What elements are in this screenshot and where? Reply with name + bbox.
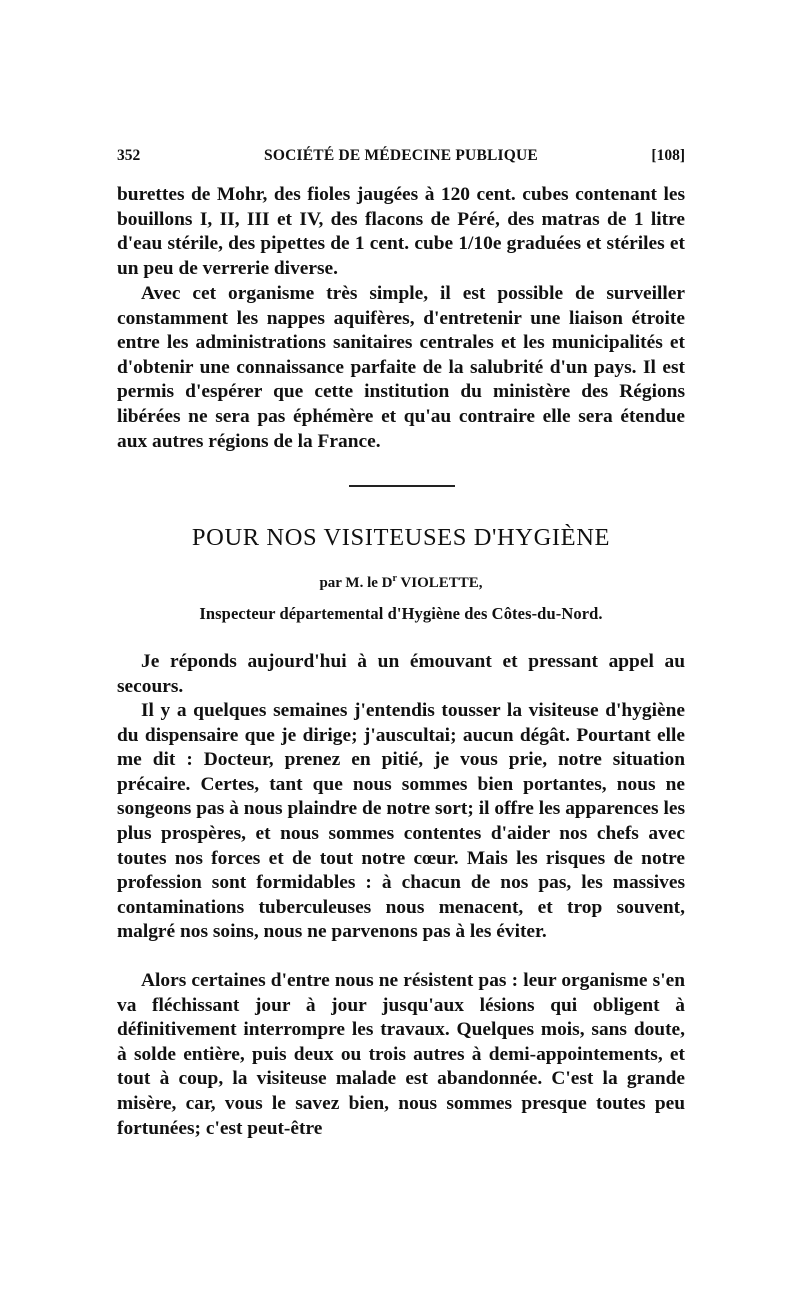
running-title: SOCIÉTÉ DE MÉDECINE PUBLIQUE bbox=[264, 147, 538, 164]
page-number: 352 bbox=[117, 147, 141, 164]
author-affiliation: Inspecteur départemental d'Hygiène des Côtes-du-Nord. bbox=[199, 604, 603, 623]
author-name: VIOLETTE, bbox=[396, 575, 483, 591]
article-paragraph-1: Je réponds aujourd'hui à un émouvant et pressant appel au secours. bbox=[117, 651, 685, 697]
previous-article-paragraph-2: Avec cet organisme très simple, il est possible de surveiller constamment les nappes aquifères, d'entretenir une liaison étroite entre les administrations sanitaires centrales et les municipalités et d'obtenir une connaissance parfaite de la salubrité d'un pays. Il est permis d'espérer que cette institution du ministère des Régions libérées ne sera pas éphémère et qu'au contraire elle sera étendue aux autres régions de la France. bbox=[117, 283, 685, 452]
byline-superscript: r bbox=[392, 573, 397, 584]
section-number: [108] bbox=[651, 147, 685, 164]
article-paragraph-2: Il y a quelques semaines j'entendis tousser la visiteuse d'hygiène du dispensaire que je dirige; j'auscultai; aucun dégât. Pourtant elle me dit : Docteur, prenez en pitié, je vous prie, notre situation précaire. Certes, tant que nous sommes bien portantes, nous ne songeons pas à nous plaindre de notre sort; il offre les apparences les plus prospères, et nous sommes contentes d'aider nos chefs avec toutes nos forces et de tout notre cœur. Mais les risques de notre profession sont formidables : à chacun de nos pas, les massives contaminations tuberculeuses nous menacent, et trop souvent, malgré nos soins, nous ne parvenons pas à les éviter. bbox=[117, 700, 685, 943]
article-title: POUR NOS VISITEUSES D'HYGIÈNE bbox=[191, 524, 611, 551]
byline-prefix: par M. le D bbox=[319, 575, 393, 591]
article-paragraph-3: Alors certaines d'entre nous ne résistent pas : leur organisme s'en va fléchissant jour à jour jusqu'aux lésions qui obligent à définitivement interrompre les travaux. Quelques mois, sans doute, à solde entière, puis deux ou trois autres à demi-appointements, et tout à coup, la visiteuse malade est abandonnée. C'est la grande misère, car, vous le savez bien, nous sommes presque toutes peu fortunées; c'est peut-être bbox=[117, 970, 685, 1139]
author-byline bbox=[117, 573, 685, 592]
previous-article-paragraph-1: burettes de Mohr, des fioles jaugées à 120 cent. cubes contenant les bouillons I, II, III et IV, des flacons de Péré, des matras de 1 litre d'eau stérile, des pipettes de 1 cent. cube 1/10e graduées et stériles et un peu de verrerie diverse. bbox=[117, 184, 685, 279]
running-header bbox=[117, 147, 685, 169]
section-divider bbox=[349, 485, 455, 487]
